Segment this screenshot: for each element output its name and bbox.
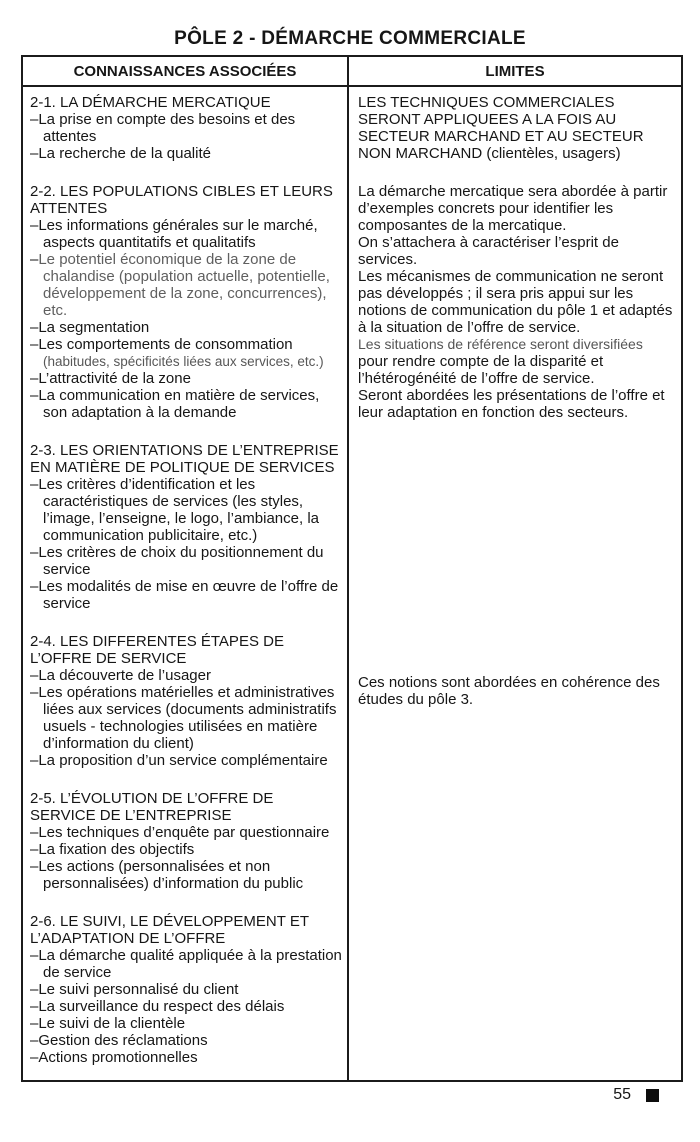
paragraph-text: On s’attachera à caractériser l’esprit de services. [358,234,619,268]
knowledge-item [30,841,342,858]
column-header-limites: LIMITES [485,63,545,80]
item-text: Les modalités de mise en œuvre de l’offre de service [38,578,339,612]
table-body [23,87,681,1080]
knowledge-item [30,476,342,544]
knowledge-item [30,370,342,387]
item-text: La recherche de la qualité [38,145,211,162]
knowledge-list [30,947,342,1066]
paragraph-text: pour rendre compte de la disparité et l’hétérogénéité de l’offre de service. [358,353,604,387]
section-heading: 2-1. LA DÉMARCHE MERCATIQUE [30,94,271,111]
knowledge-item [30,824,342,841]
item-text: Le potentiel économique de la zone de chalandise (population actuelle, potentielle, développement de la zone, concurrences), etc. [38,251,330,319]
knowledge-item [30,998,342,1015]
knowledge-list [30,111,342,162]
page-footer [613,1086,659,1104]
item-text: Le suivi personnalisé du client [38,981,239,998]
table-row [23,906,681,1080]
item-text: La proposition d’un service complémentaire [38,752,328,769]
knowledge-list [30,667,342,769]
knowledge-item [30,217,342,251]
limites-paragraph [358,336,675,387]
knowledge-item [30,684,342,752]
knowledge-item [30,578,342,612]
item-text: La communication en matière de services, son adaptation à la demande [38,387,320,421]
limites-paragraph [358,183,675,234]
knowledge-item [30,251,342,319]
knowledge-item [30,145,342,162]
section-heading: 2-4. LES DIFFERENTES ÉTAPES DE L’OFFRE DE SERVICE [30,633,284,667]
black-square-icon [646,1089,659,1102]
knowledge-item [30,947,342,981]
limites-paragraph [358,94,675,162]
item-text: Les critères d’identification et les caractéristiques de services (les styles, l’image, l’enseigne, le logo, l’ambiance, la communication publicitaire, etc.) [38,476,319,544]
page-title: PÔLE 2 - DÉMARCHE COMMERCIALE [174,28,526,49]
item-text: La découverte de l’usager [38,667,211,684]
item-subtext: (habitudes, spécificités liées aux services, etc.) [43,354,324,369]
paragraph-text: Les mécanismes de communication ne seront pas développés ; il sera pris appui sur les notions de communication du pôle 1 et adaptés à la situation de l’offre de service. [358,268,673,336]
item-text: La fixation des objectifs [38,841,195,858]
item-text: Les actions (personnalisées et non personnalisées) d’information du public [38,858,304,892]
paragraph-text: La démarche mercatique sera abordée à partir d’exemples concrets pour identifier les composantes de la mercatique. [358,183,668,234]
limites-cell [349,87,681,176]
knowledge-item [30,1032,342,1049]
table-header-row [23,57,681,87]
section-heading: 2-3. LES ORIENTATIONS DE L’ENTREPRISE EN MATIÈRE DE POLITIQUE DE SERVICES [30,442,339,476]
item-text: Les critères de choix du positionnement du service [38,544,324,578]
limites-cell [349,783,681,906]
item-text: La prise en compte des besoins et des attentes [38,111,296,145]
limites-cell [349,435,681,626]
knowledge-item [30,858,342,892]
knowledge-item [30,387,342,421]
limites-paragraph [358,387,675,421]
limites-cell [349,626,681,783]
section-heading: 2-5. L’ÉVOLUTION DE L’OFFRE DE SERVICE DE L’ENTREPRISE [30,790,274,824]
table-row [23,783,681,906]
knowledge-item [30,336,342,370]
knowledge-list [30,217,342,421]
knowledge-item [30,1049,342,1066]
connaissances-cell [23,87,349,176]
connaissances-cell [23,783,349,906]
limites-cell [349,176,681,435]
table-row [23,87,681,176]
page-number: 55 [613,1086,631,1103]
knowledge-item [30,1015,342,1032]
table-row [23,176,681,435]
paragraph-text: Ces notions sont abordées en cohérence des études du pôle 3. [358,674,660,708]
item-text: Les informations générales sur le marché, aspects quantitatifs et qualitatifs [38,217,318,251]
table-row [23,435,681,626]
item-text: Les techniques d’enquête par questionnaire [38,824,330,841]
paragraph-faint-lead: Les situations de référence seront diversifiées [358,336,643,352]
item-text: Les opérations matérielles et administratives liées aux services (documents administratifs usuels - technologies utilisées en matière d’information du client) [38,684,337,752]
section-heading: 2-2. LES POPULATIONS CIBLES ET LEURS ATTENTES [30,183,333,217]
paragraph-text: Seront abordées les présentations de l’offre et leur adaptation en fonction des secteurs. [358,387,665,421]
column-header-connaissances: CONNAISSANCES ASSOCIÉES [23,57,349,85]
item-text: Le suivi de la clientèle [38,1015,186,1032]
knowledge-item [30,752,342,769]
connaissances-cell [23,435,349,626]
knowledge-item [30,111,342,145]
knowledge-item [30,544,342,578]
item-text: La segmentation [38,319,150,336]
paragraph-text: LES TECHNIQUES COMMERCIALES SERONT APPLIQUEES A LA FOIS AU SECTEUR MARCHAND ET AU SECTEUR NON MARCHAND (clientèles, usagers) [358,94,644,162]
item-text: La démarche qualité appliquée à la prestation de service [38,947,342,981]
item-text: Gestion des réclamations [38,1032,208,1049]
curriculum-table [21,55,683,1082]
knowledge-item [30,981,342,998]
connaissances-cell [23,176,349,435]
knowledge-item [30,667,342,684]
limites-paragraph [358,674,675,708]
connaissances-cell [23,626,349,783]
item-text: Actions promotionnelles [38,1049,198,1066]
knowledge-list [30,476,342,612]
table-row [23,626,681,783]
item-text: La surveillance du respect des délais [38,998,285,1015]
limites-paragraph [358,234,675,268]
connaissances-cell [23,906,349,1080]
limites-cell [349,906,681,1080]
limites-paragraph [358,268,675,336]
knowledge-item [30,319,342,336]
section-heading: 2-6. LE SUIVI, LE DÉVELOPPEMENT ET L’ADAPTATION DE L’OFFRE [30,913,309,947]
knowledge-list [30,824,342,892]
item-text: Les comportements de consommation [38,336,293,353]
item-text: L’attractivité de la zone [38,370,191,387]
